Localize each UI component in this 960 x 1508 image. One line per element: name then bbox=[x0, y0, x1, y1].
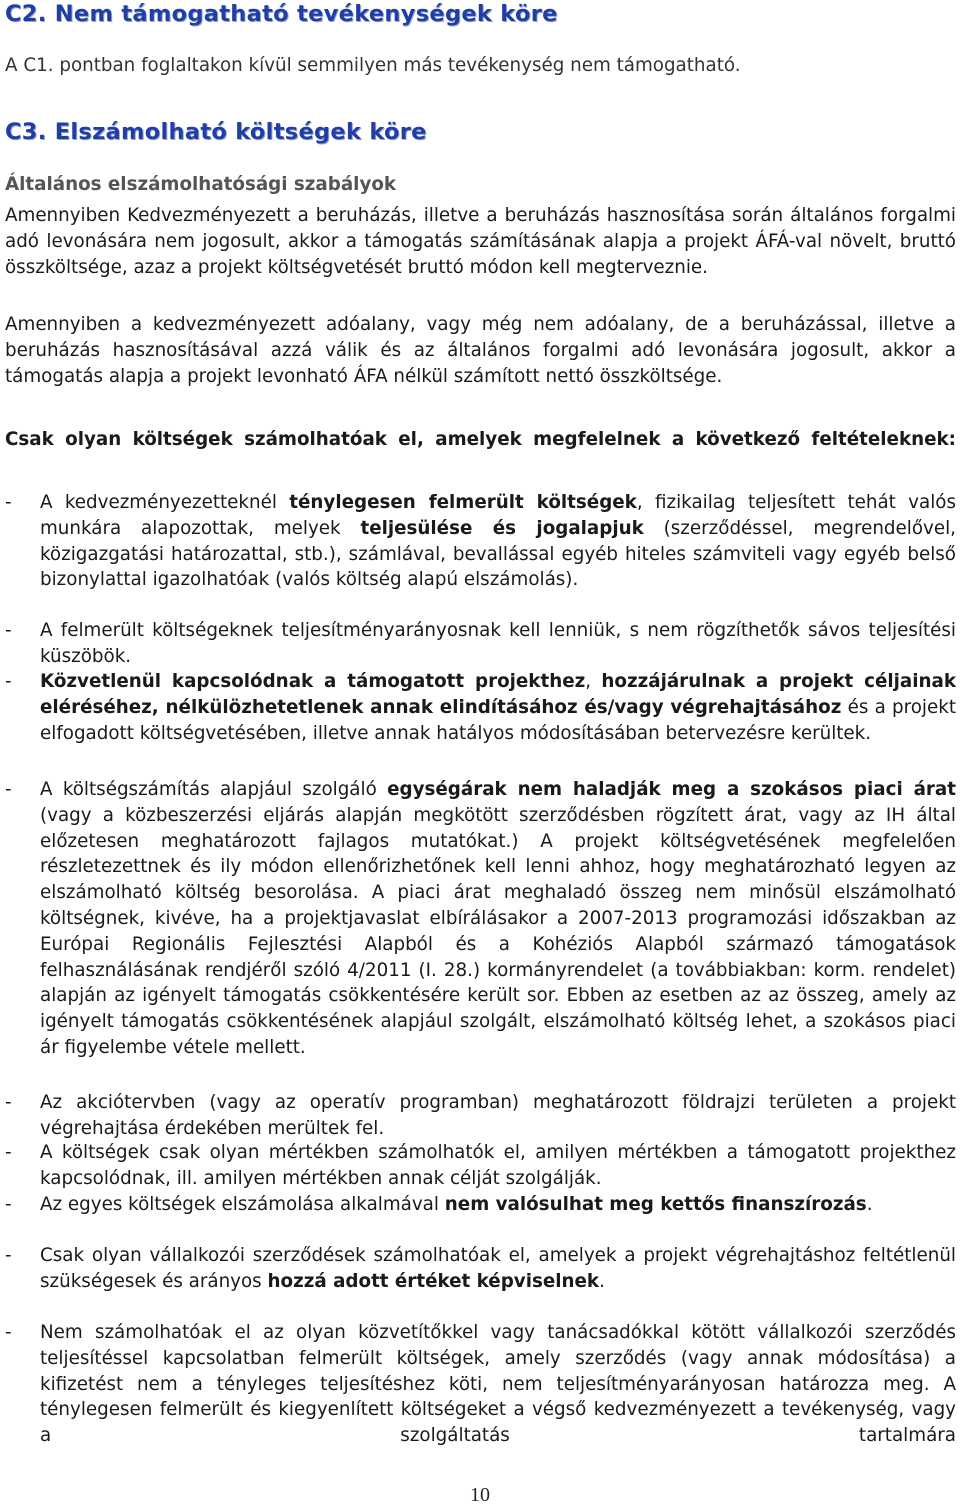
list-item-text: A költségszámítás alapjául szolgáló egységárak nem haladják meg a szokásos piaci árat (vagy a közbeszerzési eljárás alapján megkötött szerződésben rögzített árat, vagy az IH által előzetesen meghatározott fajlagos mutatókat.) A projekt költségvetésének megfelelően részletezettnek és ily módon ellenőrizhetőnek kell lenni ahhoz, hogy meghatározható legyen az elszámolható költség besorolása. A piaci árat meghaladó összeg nem minősül elszámolható költségnek, kivéve, ha a projektjavaslat elbírálásakor a 2007-2013 programozási időszakban az Európai Regionális Fejlesztési Alapból és a Kohéziós Alapból származó támogatások felhasználásának rendjéről szóló 4/2011 (I. 28.) kormányrendelet (a továbbiakban: korm. rendelet) alapján az igényelt támogatás csökkentésére került sor. Ebben az esetben az az összeg, amely az igényelt támogatás csökkentésének alapjául szolgált, elszámolható költség lehet, a szokásos piaci ár figyelembe vétele mellett. bbox=[40, 779, 956, 1058]
list-dash: - bbox=[5, 1245, 12, 1266]
c2-text: A C1. pontban foglaltakon kívül semmilyen más tevékenység nem támogatható. bbox=[5, 55, 741, 76]
list-dash: - bbox=[5, 671, 12, 692]
list-dash: - bbox=[5, 779, 12, 800]
paragraph-net-cost: Amennyiben a kedvezményezett adóalany, vagy még nem adóalany, de a beruházással, illetve a beruházás hasznosításával azzá válik és az általános forgalmi adó levonására jogosult, akkor a támogatás alapja a projekt levonható ÁFA nélkül számított nettó összköltsége. bbox=[5, 314, 956, 387]
page-number: 10 bbox=[470, 1484, 490, 1506]
list-dash: - bbox=[5, 492, 12, 513]
list-dash: - bbox=[5, 1142, 12, 1163]
list-item-text: Az egyes költségek elszámolása alkalmával nem valósulhat meg kettős finanszírozás. bbox=[40, 1194, 873, 1215]
subheading-general-rules: Általános elszámolhatósági szabályok bbox=[5, 174, 397, 195]
list-item-text: A felmerült költségeknek teljesítményarányosnak kell lenniük, s nem rögzíthetők sávos teljesítési küszöbök. bbox=[40, 620, 956, 667]
heading-c2: C2. Nem támogatható tevékenységek köre bbox=[5, 1, 558, 27]
list-item-text: Csak olyan vállalkozói szerződések számolhatóak el, amelyek a projekt végrehajtáshoz feltétlenül szükségesek és arányos hozzá adott értéket képviselnek. bbox=[40, 1245, 956, 1292]
list-item-text: Az akciótervben (vagy az operatív programban) meghatározott földrajzi területen a projekt végrehajtása érdekében merültek fel. bbox=[40, 1092, 956, 1139]
list-item-text: A költségek csak olyan mértékben számolhatók el, amilyen mértékben a támogatott projekthez kapcsolódnak, ill. amilyen mértékben annak célját szolgálják. bbox=[40, 1142, 956, 1189]
paragraph-gross-cost: Amennyiben Kedvezményezett a beruházás, illetve a beruházás hasznosítása során általános forgalmi adó levonására nem jogosult, akkor a támogatás számításának alapja a projekt ÁFÁ-val növelt, bruttó összköltsége, azaz a projekt költségvetését bruttó módon kell megterveznie. bbox=[5, 205, 956, 278]
heading-c3: C3. Elszámolható költségek köre bbox=[5, 119, 427, 145]
list-dash: - bbox=[5, 1322, 12, 1343]
list-item-text: A kedvezményezetteknél ténylegesen felmerült költségek, fizikailag teljesített tehát valós munkára alapozottak, melyek teljesülése és jogalapjuk (szerződéssel, megrendelővel, közigazgatási határozattal, stb.), számlával, bevallással egyéb hiteles számviteli vagy egyéb belső bizonylattal igazolhatóak (valós költség alapú elszámolás). bbox=[40, 492, 956, 591]
list-dash: - bbox=[5, 620, 12, 641]
list-dash: - bbox=[5, 1092, 12, 1113]
list-dash: - bbox=[5, 1194, 12, 1215]
list-item-text: Közvetlenül kapcsolódnak a támogatott projekthez, hozzájárulnak a projekt céljainak eléréséhez, nélkülözhetetlenek annak elindításához és/vagy végrehajtásához és a projekt elfogadott költségvetésében, illetve annak hatályos módosításában betervezésre kerültek. bbox=[40, 671, 956, 744]
paragraph-conditions: Csak olyan költségek számolhatóak el, amelyek megfelelnek a következő feltételeknek: bbox=[5, 429, 956, 450]
list-item-text: Nem számolhatóak el az olyan közvetítőkkel vagy tanácsadókkal kötött vállalkozói szerződés teljesítéssel kapcsolatban felmerült költségek, amely szerződés (vagy annak módosítása) a kifizetést nem a tényleges teljesítéshez köti, nem teljesítményarányosan határozza meg. A ténylegesen felmerült és kiegyenlített költségeket a végső kedvezményezett a tevékenység, vagy a szolgáltatás tartalmára bbox=[40, 1322, 956, 1447]
